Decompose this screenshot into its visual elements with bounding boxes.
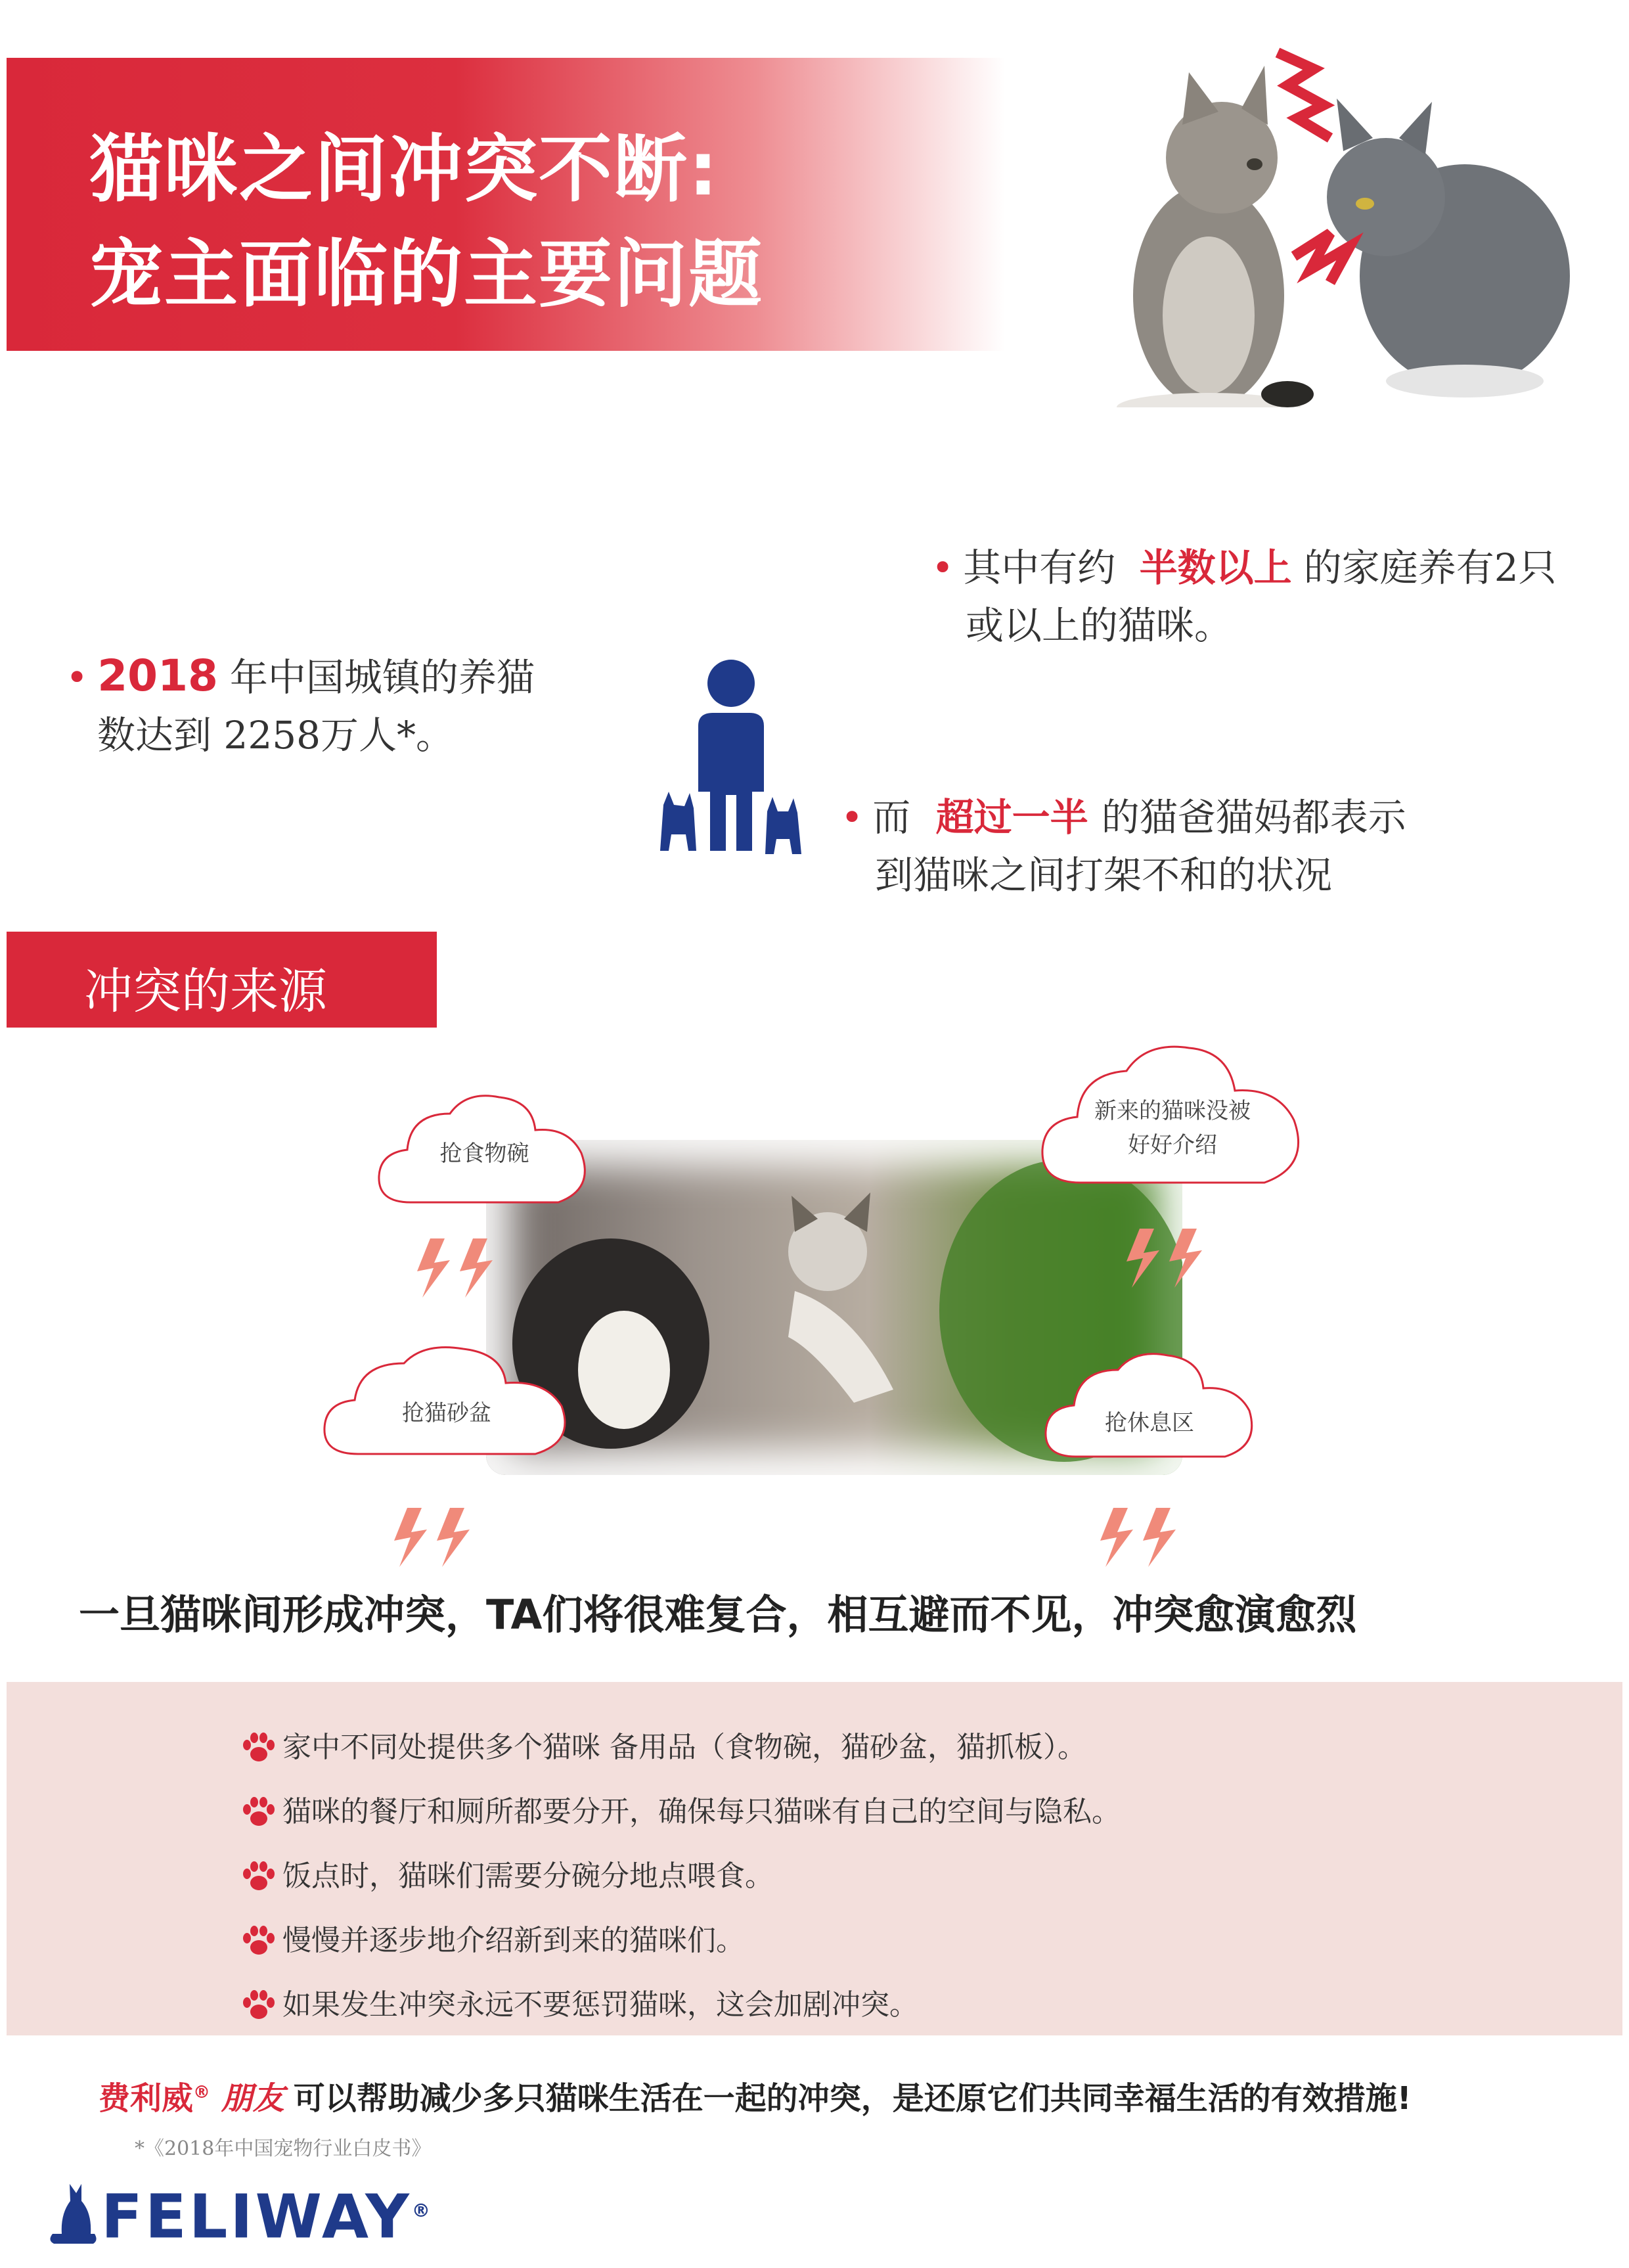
title-banner xyxy=(7,58,1005,351)
brand-name: 费利威 xyxy=(99,2080,194,2117)
paw-icon xyxy=(242,1732,276,1765)
cloud-new-cat-line2: 好好介绍 xyxy=(1128,1132,1217,1158)
person-with-cats-icon xyxy=(657,654,808,871)
product-name: 朋友 xyxy=(221,2080,284,2117)
stat-fighting xyxy=(841,788,1406,904)
cloud-rest-area-text: 抢休息区 xyxy=(1105,1410,1194,1436)
tip-text: 猫咪的餐厅和厕所都要分开，确保每只猫咪有自己的空间与隐私。 xyxy=(282,1795,1121,1828)
tip-item xyxy=(282,1792,1121,1832)
logo-reg: ® xyxy=(411,2200,433,2221)
lightning-icon xyxy=(388,1505,486,1570)
paw-icon xyxy=(242,1796,276,1829)
headline: 一旦猫咪间形成冲突，TA们将很难复合，相互避而不见，冲突愈演愈烈 xyxy=(79,1591,1357,1639)
cloud-new-cat-text xyxy=(1035,1094,1310,1162)
stat-highlight: 半数以上 xyxy=(1139,545,1292,590)
tagline xyxy=(99,2073,1412,2118)
stat-highlight: 超过一半 xyxy=(935,795,1088,840)
cloud-rest-area xyxy=(1038,1344,1261,1465)
stat-text: 其中有约 xyxy=(963,545,1116,590)
tip-text: 如果发生冲突永远不要惩罚猫咪，这会加剧冲突。 xyxy=(282,1988,918,2022)
tagline-text: 可以帮助减少多只猫咪生活在一起的冲突，是还原它们共同幸福生活的有效措施! xyxy=(293,2080,1412,2117)
fighting-cats-image xyxy=(1090,39,1590,407)
paw-icon xyxy=(242,1925,276,1958)
stat-text-line2: 数达到 2258万人*。 xyxy=(97,713,455,758)
cloud-new-cat-line1: 新来的猫咪没被 xyxy=(1094,1098,1251,1124)
lightning-icon xyxy=(1120,1225,1218,1291)
bullet-dot: • xyxy=(841,795,864,840)
cloud-litter-box-text: 抢猫砂盆 xyxy=(402,1400,491,1426)
tip-text: 慢慢并逐步地介绍新到来的猫咪们。 xyxy=(282,1924,745,1957)
cloud-food-bowl-text: 抢食物碗 xyxy=(439,1141,529,1167)
tip-item xyxy=(282,1985,918,2025)
lightning-icon xyxy=(1094,1505,1192,1570)
stat-text-line2: 或以上的猫咪。 xyxy=(966,603,1233,648)
tip-text: 饭点时，猫咪们需要分碗分地点喂食。 xyxy=(282,1859,774,1893)
lightning-icon xyxy=(411,1235,509,1301)
stat-cat-owners xyxy=(66,647,535,764)
stat-half-households xyxy=(931,539,1557,654)
stat-highlight: 2018 xyxy=(97,650,218,701)
tips-box xyxy=(7,1682,1622,2035)
title-line-2: 宠主面临的主要问题 xyxy=(89,232,763,317)
section-header-conflict-sources xyxy=(7,932,437,1028)
stat-text: 年中国城镇的养猫 xyxy=(229,655,535,700)
bullet-dot: • xyxy=(66,655,89,700)
footnote: *《2018年中国宠物行业白皮书》 xyxy=(135,2137,432,2160)
tip-item xyxy=(282,1728,1086,1767)
bullet-dot: • xyxy=(931,545,954,590)
brand-reg: ® xyxy=(193,2083,211,2102)
logo-wordmark: FELIWAY xyxy=(101,2181,412,2252)
tip-text: 家中不同处提供多个猫咪 备用品（食物碗，猫砂盆，猫抓板）。 xyxy=(282,1731,1086,1764)
section-title: 冲突的来源 xyxy=(84,963,327,1020)
logo-text xyxy=(101,2175,433,2254)
title-line-1: 猫咪之间冲突不断: xyxy=(89,127,719,212)
tip-item xyxy=(282,1921,745,1961)
stat-text: 的猫爸猫妈都表示 xyxy=(1101,795,1406,840)
cat-silhouette-icon xyxy=(47,2175,100,2247)
paw-icon xyxy=(242,1989,276,2022)
stat-text-line2: 到猫咪之间打架不和的状况 xyxy=(875,853,1333,897)
stat-text: 而 xyxy=(872,795,911,840)
stat-text: 的家庭养有2只 xyxy=(1303,545,1557,590)
paw-icon xyxy=(242,1861,276,1894)
tip-item xyxy=(282,1857,774,1896)
